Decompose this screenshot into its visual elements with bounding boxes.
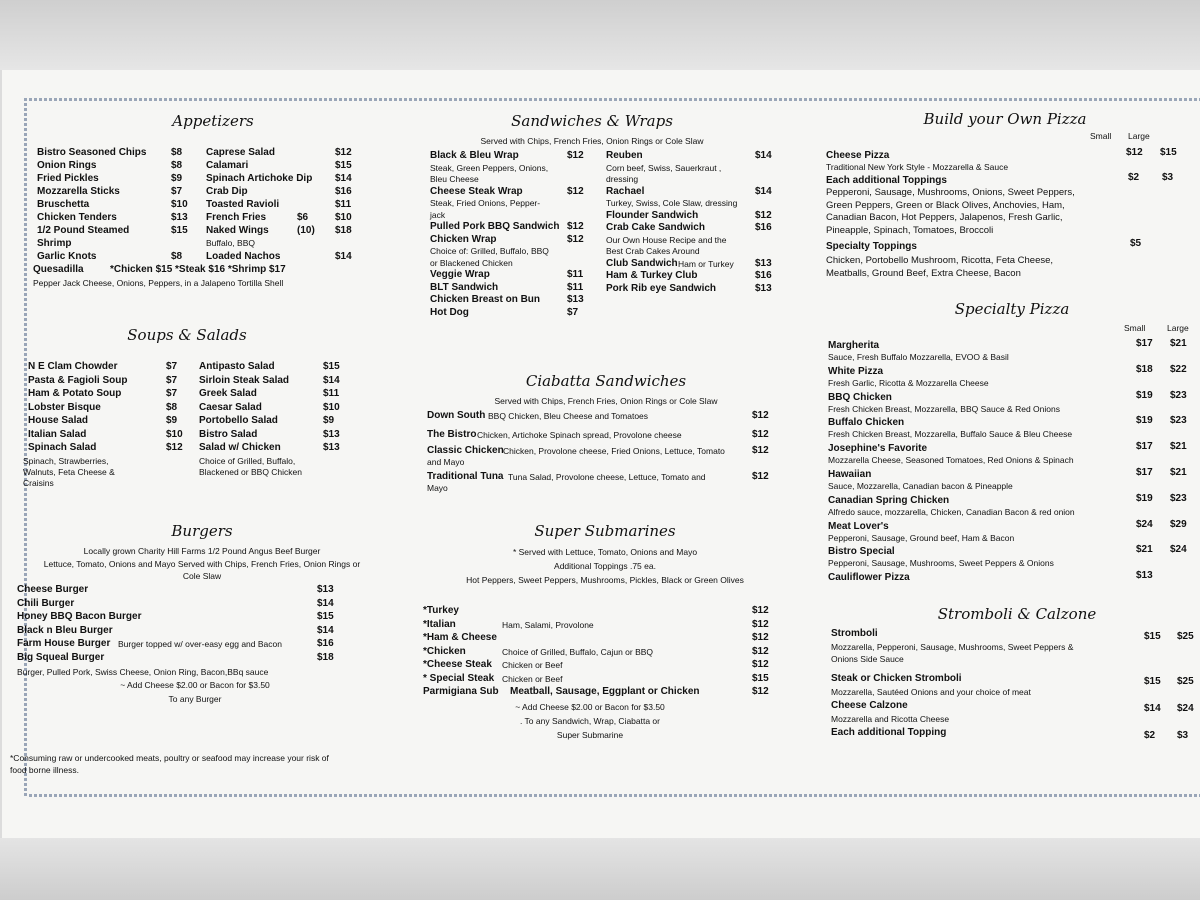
menu-item-desc: or Blackened Chicken [430,257,513,268]
menu-item-name: Josephine's Favorite [828,443,928,455]
menu-item-name: Bistro Seasoned Chips [37,147,147,158]
menu-item-price: $15 [335,160,352,171]
menu-item-desc: Traditional New York Style - Mozzarella & Sauce [826,162,1009,172]
menu-item-price: $7 [166,374,178,386]
menu-item-price: $14 [755,185,772,197]
menu-item-name: Fried Pickles [37,173,99,184]
menu-item-desc: Corn beef, Swiss, Sauerkraut , [606,162,722,173]
menu-item-price: $21 [1170,467,1187,478]
menu-item-name: Naked Wings [206,225,269,236]
menu-item-price: $12 [752,445,769,456]
menu-item-name: Bistro Special [828,546,895,558]
menu-item-price: $6 [297,212,309,223]
menu-item-name: Calamari [206,160,249,171]
menu-item-name: Canadian Spring Chicken [828,494,950,506]
menu-item-price: $24 [1177,703,1194,714]
menu-item-price: $19 [1136,415,1153,427]
menu-item-price: $13 [1136,570,1153,582]
menu-item-price: $12 [752,632,769,643]
menu-item-desc: Choice of Grilled, Buffalo, [199,456,296,466]
menu-item-name: Farm House Burger [17,638,111,649]
menu-item-desc: Tuna Salad, Provolone cheese, Lettuce, Tomato and [508,472,706,482]
menu-item-price: $11 [335,199,352,210]
menu-item-desc: dressing [606,174,639,184]
menu-item-desc: Sauce, Fresh Buffalo Mozzarella, EVOO & Basil [828,352,1009,362]
menu-item-desc: Onions Side Sauce [831,653,904,664]
menu-item-desc: Craisins [23,478,54,488]
subs-heading: Super Submarines [534,522,676,540]
size-label: Small [1124,323,1146,333]
menu-item-price: $12 [567,185,584,197]
menu-item-price: $14 [755,150,772,161]
menu-item-price: $5 [1130,238,1142,249]
menu-item-price: *Chicken $15 *Steak $16 *Shrimp $17 [110,264,286,275]
menu-item-price: $25 [1177,676,1194,687]
menu-item-name: Lobster Bisque [28,401,101,413]
menu-item-name: Sirloin Steak Salad [199,374,290,386]
menu-item-desc: Choice of: Grilled, Buffalo, BBQ [430,246,549,256]
menu-item-price: $12 [752,659,769,670]
menu-item-price: $13 [317,584,334,595]
menu-item-price: $12 [752,686,769,697]
menu-item-desc: jack [430,209,446,220]
subs-note: Hot Peppers, Sweet Peppers, Mushrooms, Pickles, Black or Green Olives [466,575,744,585]
menu-item-price: $12 [752,618,769,630]
menu-item-price: $12 [1126,147,1143,158]
burgers-intro: Locally grown Charity Hill Farms 1/2 Pound Angus Beef Burger [83,546,321,556]
menu-item-name: Onion Rings [37,160,97,171]
burgers-intro: Lettuce, Tomato, Onions and Mayo Served with Chips, French Fries, Onion Rings or [43,558,361,569]
menu-item-name: Toasted Ravioli [206,199,280,210]
menu-item-name: Chicken Wrap [430,233,497,245]
menu-item-price: $9 [171,173,183,184]
menu-item-name: Cheese Pizza [826,150,890,161]
menu-item-price: $11 [567,281,584,293]
menu-item-desc: Pepper Jack Cheese, Onions, Peppers, in a Jalapeno Tortilla Shell [33,278,284,288]
menu-item-desc: Meatballs, Ground Beef, Extra Cheese, Bacon [826,267,1021,279]
menu-item-name: Down South [427,410,486,421]
size-label: Large [1128,131,1150,141]
menu-item-price: $13 [171,212,188,223]
menu-item-price: $10 [323,401,340,413]
menu-item-name: House Salad [28,415,89,426]
menu-item-price: $12 [752,605,769,616]
photo-background-bottom [0,838,1200,900]
menu-item-price: $15 [323,361,340,372]
menu-item-price: $21 [1136,544,1153,556]
menu-item-name: Garlic Knots [37,251,97,262]
photo-background-top [0,0,1200,70]
menu-item-price: $16 [335,186,352,197]
menu-item-name: Loaded Nachos [206,251,281,262]
menu-item-name: Italian Salad [28,428,87,440]
menu-item-desc: Chicken or Beef [502,660,563,670]
stromboli-heading: Stromboli & Calzone [937,605,1097,623]
menu-item-desc: Pepperoni, Sausage, Ground beef, Ham & Bacon [828,532,1015,543]
menu-item-name: Spinach Artichoke Dip [206,173,313,184]
menu-item-price: $16 [755,222,772,233]
menu-item-name: Chili Burger [17,597,75,609]
menu-item-desc: Mozzarella, Pepperoni, Sausage, Mushrooms, Sweet Peppers & [831,642,1074,652]
menu-item-price: $14 [317,597,334,609]
menu-item-price: $13 [755,257,772,269]
menu-item-desc: BBQ Chicken, Bleu Cheese and Tomatoes [488,411,649,421]
menu-item-price: $17 [1136,338,1153,349]
menu-item-name: Ham & Potato Soup [28,388,122,399]
menu-item-desc: Steak, Fried Onions, Pepper- [430,198,541,208]
menu-item-name: Honey BBQ Bacon Burger [17,611,142,622]
menu-item-price: $8 [171,160,183,171]
menu-item-name: Margherita [828,340,880,351]
menu-item-desc: Green Peppers, Green or Black Olives, Anchovies, Ham, [826,199,1065,211]
menu-item-price: $14 [335,173,352,184]
menu-item-desc: Fresh Chicken Breast, Mozzarella, Buffalo Sauce & Bleu Cheese [828,429,1073,440]
menu-item-price: $12 [755,209,772,221]
menu-item-name: Hawaiian [828,469,872,480]
menu-item-desc: Sauce, Mozzarella, Canadian bacon & Pineapple [828,481,1013,491]
sandwiches-subtitle: Served with Chips, French Fries, Onion Rings or Cole Slaw [480,136,704,146]
burgers-addon: ~ Add Cheese $2.00 or Bacon for $3.50 [120,680,270,690]
menu-item-price: $15 [1144,631,1161,642]
menu-item-price: $12 [567,233,584,245]
menu-item-price: $12 [752,429,769,440]
menu-item-name: Caesar Salad [199,401,262,413]
menu-item-desc: Burger topped w/ over-easy egg and Bacon [118,639,282,649]
menu-item-name: Shrimp [37,238,72,249]
menu-item-desc: Mayo [427,483,448,493]
menu-item-desc: Pepperoni, Sausage, Mushrooms, Sweet Peppers & Onions [828,558,1054,569]
menu-item-name: Buffalo, BBQ [206,238,255,248]
menu-item-price: $12 [752,410,769,421]
menu-item-price: $15 [752,672,769,684]
menu-item-name: *Italian [423,618,456,630]
menu-item-name: Specialty Toppings [826,241,917,252]
burgers-intro: Cole Slaw [182,571,222,581]
menu-item-price: $8 [171,147,183,158]
menu-item-desc: Mozzarella and Ricotta Cheese [831,714,950,724]
menu-item-desc: and Mayo [427,457,465,467]
menu-item-name: Pulled Pork BBQ Sandwich [430,221,560,232]
menu-item-desc: Canadian Bacon, Hot Peppers, Jalapenos, Fresh Garlic, [826,212,1063,223]
menu-item-name: Parmigiana Sub [423,686,499,697]
menu-item-name: Portobello Salad [199,415,278,426]
menu-item-price: $3 [1162,172,1174,183]
menu-item-price: $14 [1144,703,1161,714]
menu-item-desc: Our Own House Recipe and the [606,234,727,245]
menu-item-name: White Pizza [828,365,884,377]
menu-item-price: $12 [335,147,352,158]
menu-item-desc: Walnuts, Feta Cheese & [23,467,115,477]
menu-item-price: $12 [567,221,584,232]
menu-item-name: BBQ Chicken [828,391,892,403]
pizza-heading: Build your Own Pizza [923,110,1087,128]
menu-item-name: Bruschetta [37,199,90,210]
menu-item-name: Bistro Salad [199,428,258,440]
menu-item-price: $21 [1170,441,1187,453]
menu-item-desc: Fresh Garlic, Ricotta & Mozzarella Cheese [828,377,989,388]
menu-item-name: Club Sandwich [606,257,678,269]
menu-item-desc: Blackened or BBQ Chicken [199,467,302,477]
menu-item-price: $23 [1170,492,1187,504]
menu-item-name: Pasta & Fagioli Soup [28,374,128,386]
menu-item-name: Classic Chicken [427,445,504,456]
size-label: Large [1167,323,1189,333]
menu-item-name: Caprese Salad [206,147,275,158]
menu-item-name: Traditional Tuna [427,471,504,482]
menu-item-name: Chicken Tenders [37,212,117,223]
burgers-heading: Burgers [171,522,233,540]
menu-item-name: Crab Cake Sandwich [606,222,705,233]
menu-item-price: $13 [567,294,584,305]
menu-item-price: $14 [317,624,334,636]
menu-item-name: The Bistro [427,429,477,440]
menu-item-name: Big Squeal Burger [17,651,105,663]
menu-item-name: BLT Sandwich [430,281,499,293]
menu-item-desc: Chicken, Portobello Mushroom, Ricotta, Feta Cheese, [826,255,1054,266]
menu-item-name: Spinach Salad [28,442,97,453]
menu-item-price: $22 [1170,363,1187,375]
ciabatta-heading: Ciabatta Sandwiches [525,372,687,390]
menu-item-price: $13 [323,428,340,440]
menu-item-name: Meat Lover's [828,520,889,532]
size-label: Small [1090,131,1112,141]
menu-item-name: Each additional Topping [831,727,947,738]
menu-item-price: $7 [166,388,178,399]
menu-item-price: $23 [1170,415,1187,427]
disclaimer-text: food borne illness. [10,765,79,775]
decorative-border-left [24,98,27,797]
subs-addon: ~ Add Cheese $2.00 or Bacon for $3.50 [515,702,665,712]
menu-item-price: $14 [323,374,340,386]
menu-item-desc: Ham or Turkey [678,258,734,269]
menu-item-name: Stromboli [831,628,878,639]
menu-item-name: Mozzarella Sticks [37,186,120,197]
ciabatta-subtitle: Served with Chips, French Fries, Onion Rings or Cole Slaw [494,396,718,406]
menu-item-desc: Pepperoni, Sausage, Mushrooms, Onions, Sweet Peppers, [826,187,1075,198]
menu-item-price: $15 [171,225,188,236]
appetizers-heading: Appetizers [172,112,254,130]
menu-item-desc: Mozzarella Cheese, Seasoned Tomatoes, Red Onions & Spinach [828,455,1074,466]
menu-item-desc: Chicken, Artichoke Spinach spread, Provolone cheese [477,430,682,440]
menu-item-name: Rachael [606,185,645,197]
menu-item-desc: Ham, Salami, Provolone [502,619,594,630]
menu-item-price: $8 [171,251,183,262]
menu-item-price: $7 [171,186,183,197]
menu-item-desc: Spinach, Strawberries, [23,456,109,466]
menu-item-name: Each additional Toppings [826,175,947,186]
menu-item-price: $24 [1170,544,1187,556]
menu-item-price: $9 [323,415,335,426]
menu-item-name: Greek Salad [199,388,257,399]
menu-item-price: $11 [323,388,340,399]
decorative-border-bottom [24,794,1200,797]
menu-item-price: $12 [567,150,584,161]
menu-item-name: Reuben [606,150,643,161]
menu-item-desc: Turkey, Swiss, Cole Slaw, dressing [606,198,738,208]
menu-item-price: $21 [1170,338,1187,349]
menu-item-desc: Bleu Cheese [430,174,479,184]
menu-item-price: $3 [1177,730,1189,741]
menu-item-price: $2 [1144,730,1156,741]
menu-item-price: $7 [166,361,178,372]
menu-item-price: $15 [1160,147,1177,158]
menu-item-name: *Turkey [423,605,459,616]
menu-item-price: $18 [1136,363,1153,375]
menu-item-name: *Chicken [423,645,466,657]
menu-item-price: $8 [166,401,178,413]
menu-item-name: French Fries [206,212,267,223]
menu-item-price: $15 [317,611,334,622]
menu-item-price: $24 [1136,518,1153,530]
menu-item-price: $17 [1136,467,1153,478]
menu-item-price: $19 [1136,492,1153,504]
menu-item-name: * Special Steak [423,672,495,684]
menu-item-desc: Meatball, Sausage, Eggplant or Chicken [510,686,700,697]
menu-item-name: Buffalo Chicken [828,417,905,429]
disclaimer-text: *Consuming raw or undercooked meats, poultry or seafood may increase your risk of [10,753,329,763]
menu-item-price: $17 [1136,441,1153,453]
menu-item-price: $18 [335,225,352,236]
subs-addon: . To any Sandwich, Wrap, Ciabatta or [519,716,660,726]
menu-item-desc: Best Crab Cakes Around [606,246,700,256]
menu-item-name: Cauliflower Pizza [828,572,910,584]
menu-item-price: $16 [317,638,334,649]
menu-item-name: N E Clam Chowder [28,361,118,372]
subs-addon: Super Submarine [556,730,624,740]
menu-item-name: Flounder Sandwich [606,209,699,221]
menu-item-price: $7 [567,306,579,318]
menu-item-price: $19 [1136,389,1153,401]
menu-item-name: 1/2 Pound Steamed [37,225,130,236]
subs-note: * Served with Lettuce, Tomato, Onions and Mayo [512,547,698,557]
menu-item-desc: Steak, Green Peppers, Onions, [430,162,549,173]
menu-item-name: Salad w/ Chicken [199,442,281,453]
menu-item-desc: Chicken, Provolone cheese, Fried Onions, Lettuce, Tomato [503,446,725,456]
menu-item-desc: Fresh Chicken Breast, Mozzarella, BBQ Sauce & Red Onions [828,403,1060,414]
subs-note: Additional Toppings .75 ea. [554,561,656,571]
soups-heading: Soups & Salads [127,326,247,344]
menu-item-price: $15 [1144,676,1161,687]
menu-item-price: $12 [752,471,769,482]
menu-item-price: (10) [297,225,315,236]
menu-item-desc: Choice of Grilled, Buffalo, Cajun or BBQ [502,646,654,657]
menu-item-name: Black & Bleu Wrap [430,150,519,161]
menu-item-price: $14 [335,251,352,262]
menu-item-name: Hot Dog [430,306,469,318]
menu-item-price: $18 [317,651,334,663]
menu-item-name: Chicken Breast on Bun [430,294,541,305]
menu-item-name: Cheese Steak Wrap [430,185,523,197]
menu-item-name: Veggie Wrap [430,269,490,280]
menu-item-desc: Chicken or Beef [502,673,563,684]
menu-item-name: Quesadilla [33,264,84,275]
menu-item-price: $9 [166,415,178,426]
menu-item-price: $12 [166,442,183,453]
menu-item-price: $16 [755,270,772,281]
menu-item-name: Crab Dip [206,186,248,197]
menu-item-name: Steak or Chicken Stromboli [831,673,962,684]
menu-item-price: $13 [323,442,340,453]
menu-item-desc: Burger, Pulled Pork, Swiss Cheese, Onion Ring, Bacon,BBq sauce [17,667,269,677]
menu-item-price: $10 [171,199,188,210]
burgers-addon: To any Burger [168,694,222,704]
menu-item-desc: Pineapple, Spinach, Tomatoes, Broccoli [826,224,994,236]
menu-item-price: $10 [166,428,183,440]
menu-item-price: $23 [1170,389,1187,401]
menu-item-name: Black n Bleu Burger [17,624,113,636]
menu-item-name: Antipasto Salad [199,361,275,372]
menu-item-price: $11 [567,269,584,280]
menu-item-price: $2 [1128,172,1140,183]
menu-item-price: $10 [335,212,352,223]
menu-item-price: $29 [1170,518,1187,530]
decorative-border-top [24,98,1200,101]
menu-item-name: Cheese Calzone [831,700,908,711]
menu-item-name: Ham & Turkey Club [606,270,698,281]
menu-item-price: $13 [755,282,772,294]
menu-item-name: *Ham & Cheese [423,632,497,643]
menu-item-price: $12 [752,645,769,657]
menu-item-desc: Alfredo sauce, mozzarella, Chicken, Canadian Bacon & red onion [828,506,1075,517]
menu-item-price: $25 [1177,631,1194,642]
menu-item-name: Pork Rib eye Sandwich [606,282,717,294]
menu-item-name: *Cheese Steak [423,659,492,670]
specialty-heading: Specialty Pizza [954,300,1070,318]
menu-item-name: Cheese Burger [17,584,89,595]
sandwiches-heading: Sandwiches & Wraps [511,112,673,130]
menu-item-desc: Mozzarella, Sautéed Onions and your choice of meat [831,687,1031,697]
